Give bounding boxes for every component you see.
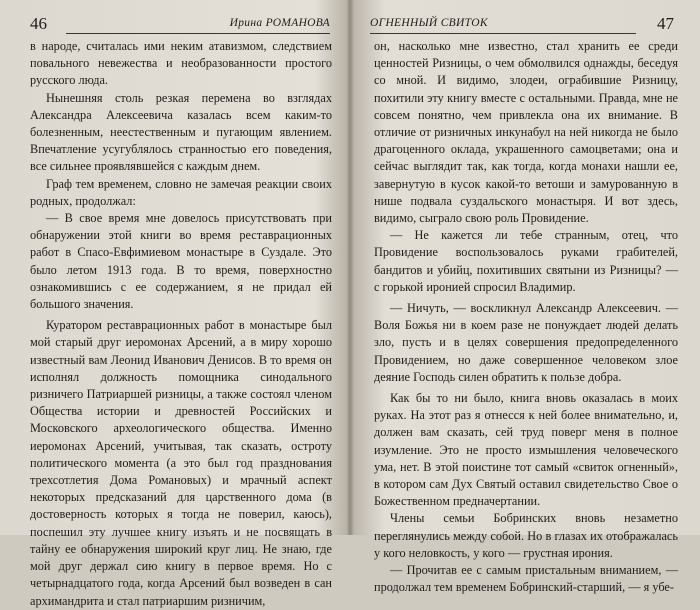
right-page-header <box>370 14 674 36</box>
paragraph: Члены семьи Бобринских вновь незаметно переглянулись между собой. Но в глазах их отображалась у кого неловкость, у кого — грустная ирония. <box>374 511 678 560</box>
left-page-text <box>30 38 332 610</box>
running-head: Ирина РОМАНОВА <box>229 17 330 29</box>
paragraph: Куратором реставрационных работ в монастыре был мой старый друг иеромонах Арсений, а в миру хорошо известный вам Леонид Иванович Денисов. В то время он исполнял должность помощника синодального ризничего Патриаршей ризницы, а также состоял членом Общества истории и древностей Российских и Московского археологического общества. Именно иеромонах Арсений, учитывая, так сказать, остроту политического момента (а это был год празднования трехсотлетия Дома Романовых) и мрачный аспект некоторых предсказаний для царственного дома (в достоверность которых я тогда не поверил, каюсь), поспешил эту лучшее книгу изъять и не посвящать в тайну ее обнаружения широкий круг лиц. Не знаю, где мой друг держал сию книгу в первое время. Но с четырнадцатого года, когда Арсений был возведен в сан архимандрита и стал патриаршим ризничим, <box>30 318 332 608</box>
paragraph: в народе, считалась ими неким атавизмом, следствием повального невежества и необразованности простого русского люда. <box>30 39 332 88</box>
page-number: 47 <box>657 14 674 33</box>
header-rule <box>370 33 636 34</box>
paragraph: он, насколько мне известно, стал хранить ее среди ценностей Ризницы, о чем обмолвился однажды, беседуя со мной. И видимо, злодеи, ограбившие Ризницу, похитили эту книгу вместе с остальными. Правда, мне не совсем понятно, чем привлекла она их внимание. В отличие от ризничных инкунабул на ней никогда не было драгоценного оклада, украшенного самоцветами; она и сейчас выглядит так, как тогда, когда монахи нашли ее, завернутую в кусок какой-то ветоши и замурованную в нише подвала суздальского монастыря. И вот здесь, видимо, сыграло свою роль Провидение. <box>374 39 678 226</box>
paragraph: Нынешняя столь резкая перемена во взглядах Александра Алексеевича казалась всем каким-то болезненным, неестественным и пугающим явлением. Впечатление усугублялось странностью его поведения, все сильнее проявлявшейся с каждым днем. <box>30 90 332 174</box>
right-page-text <box>374 38 678 597</box>
paragraph: — Не кажется ли тебе странным, отец, что Провидение воспользовалось руками грабителей, бандитов и убийц, похитивших святыни из Ризницы? — с горькой иронией спросил Владимир. <box>374 228 678 294</box>
left-page <box>0 0 348 608</box>
left-page-header <box>30 14 330 36</box>
right-page <box>352 0 700 595</box>
page-number: 46 <box>30 14 47 33</box>
header-rule <box>66 33 330 34</box>
paragraph: — В свое время мне довелось присутствовать при обнаружении этой книги во время реставрационных работ в Спасо-Евфимиевом монастыре в Суздале. Это было летом 1913 года. В то время, поверхностно ознакомившись с ее содержанием, я не придал ей большого значения. <box>30 211 332 312</box>
running-head: ОГНЕННЫЙ СВИТОК <box>370 17 488 29</box>
paragraph: Граф тем временем, словно не замечая реакции своих родных, продолжал: <box>30 176 332 208</box>
paragraph: — Прочитав ее с самым пристальным вниманием, — продолжал тем временем Бобринский-старший, — я убе- <box>374 563 678 595</box>
paragraph: Как бы то ни было, книга вновь оказалась в моих руках. На этот раз я отнесся к ней более внимательно, и, должен вам сказать, сей труд поверг меня в полное изумление. Это не просто измышления человеческого ума, нет. В этой поистине тот самый «свиток огненный», в котором сам Дух Святый оставил свидетельство Свое о Божественном предначертании. <box>374 391 678 509</box>
paragraph: — Ничуть, — воскликнул Александр Алексеевич. — Воля Божья ни в коем разе не понуждает людей делать зло, пусть и в целях совершения предопределенного Провидением, но даже совершенное человеком злое деяние Господь силен обратить к пользе добра. <box>374 301 678 384</box>
